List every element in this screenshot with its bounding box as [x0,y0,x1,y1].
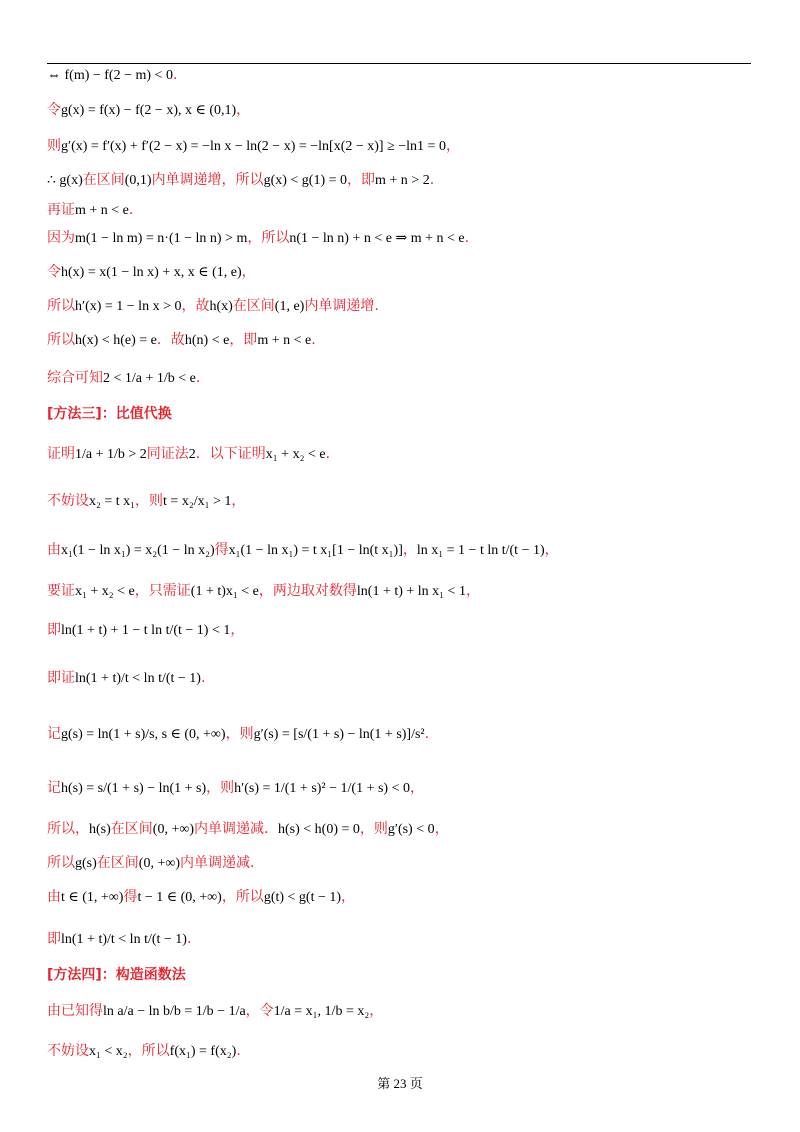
math-expression: 1/a = x₁, 1/b = x₂ [273,1004,370,1019]
section-heading: [方法三]：比值代换 [47,406,172,422]
chinese-text: ．故 [156,332,185,348]
math-expression: g′(s) < 0 [387,822,435,837]
chinese-text: . [128,202,134,218]
chinese-text: 所以， [47,821,89,837]
text-line [47,331,760,350]
chinese-text: 得 [214,542,229,558]
math-expression: m + n < e [257,333,312,348]
math-expression: m + n < e [75,203,129,218]
chinese-text: 由 [47,889,61,905]
text-line [47,297,760,316]
chinese-text: ， [434,821,449,837]
text-line [47,966,760,984]
math-expression: h(x) < h(e) = e [75,333,157,348]
text-line [47,930,760,949]
chinese-text: 不妨设 [47,1043,89,1059]
chinese-text: ，即 [347,172,376,188]
math-expression: h(s) = s/(1 + s) − ln(1 + s) [61,781,207,796]
chinese-text: ， [445,138,460,154]
chinese-text: ，则 [359,821,388,837]
math-expression: g(t) < g(t − 1) [263,890,342,905]
chinese-text: 内单调递增，所以 [151,172,264,188]
math-expression: x₁ < x₂ [89,1044,128,1059]
chinese-text: . [429,172,435,188]
text-line [47,405,760,423]
chinese-text: ，两边取对数得 [258,583,357,599]
math-expression: t ∈ (1, +∞) [61,890,124,905]
math-expression: g′(x) = f′(x) + f′(2 − x) = −ln x − ln(2 − x) = −ln[x(2 − x)] ≥ −ln1 = 0 [61,139,446,154]
chinese-text: ，则 [206,780,235,796]
chinese-text: . [311,332,316,348]
math-expression: (0,1) [124,173,152,188]
chinese-text: 内单调递增. [304,298,379,314]
chinese-text: 在区间 [82,172,125,188]
chinese-text: . [325,446,331,462]
text-line [47,492,760,511]
text-line [47,1042,760,1061]
chinese-text: ，所以 [247,230,290,246]
chinese-text: ，只需证 [134,583,191,599]
chinese-text: ，则 [135,493,164,509]
math-expression: h(s) [89,822,111,837]
chinese-text: 令 [47,264,61,280]
text-line [47,621,760,640]
math-expression: 1/a + 1/b > 2 [75,447,147,462]
math-expression: m(1 − ln m) = n·(1 − ln n) > m [75,231,248,246]
chinese-text: . [200,670,206,686]
chinese-text: ， [341,889,356,905]
chinese-text: ， [409,780,424,796]
text-line [47,854,760,873]
chinese-text: 证明 [47,446,75,462]
math-expression: x₁ + x₂ < e [75,584,135,599]
text-line [47,669,760,688]
math-expression: f(x₁) = f(x₂) [169,1044,237,1059]
section-heading: [方法四]：构造函数法 [47,967,186,983]
header-rule [47,63,751,64]
chinese-text: 所以 [47,298,75,314]
chinese-text: ．以下证明 [195,446,266,462]
math-expression: 2 [188,447,196,462]
text-line [47,779,760,798]
chinese-text: 在区间 [110,821,153,837]
page-number: 第 23 页 [377,1076,423,1091]
text-line [47,820,760,839]
chinese-text: ， [544,542,559,558]
math-expression: ln a/a − ln b/b = 1/b − 1/a [103,1004,246,1019]
chinese-text: . [195,370,201,386]
chinese-text: . [236,1043,241,1059]
chinese-text: . [424,726,430,742]
text-line [47,263,760,282]
math-expression: ln(1 + t) + 1 − t ln t/(t − 1) < 1 [61,623,231,638]
text-line [47,101,760,120]
chinese-text: 所以 [47,332,75,348]
math-expression: (1, e) [274,299,305,314]
math-expression: x₁(1 − ln x₁) = t x₁[1 − ln(t x₁)] [228,543,403,558]
math-expression: 2 < 1/a + 1/b < e [103,371,196,386]
math-expression: h′(x) = 1 − ln x > 0 [75,299,182,314]
math-expression: h(n) < e [184,333,230,348]
chinese-text: 得 [123,889,138,905]
chinese-text: 不妨设 [47,493,89,509]
math-expression: x₁ + x₂ < e [265,447,326,462]
math-expression: ln x₁ = 1 − t ln t/(t − 1) [416,543,545,558]
text-line [47,582,760,601]
chinese-text: ， [369,1003,384,1019]
math-expression: t − 1 ∈ (0, +∞) [137,890,222,905]
chinese-text: ，令 [245,1003,274,1019]
chinese-text: 要证 [47,583,75,599]
text-line [47,201,760,220]
chinese-text: 综合可知 [47,370,103,386]
text-line [47,725,760,744]
chinese-text: 因为 [47,230,75,246]
text-line [47,888,760,907]
chinese-text: ，故 [181,298,210,314]
math-expression: x₂ = t x₁ [89,494,136,509]
chinese-text: ，所以 [127,1043,170,1059]
math-expression: t = x₂/x₁ > 1 [163,494,232,509]
chinese-text: ， [230,622,245,638]
chinese-text: ， [241,264,256,280]
math-expression: ⇔ f(m) − f(2 − m) < 0 [47,68,173,83]
text-line [47,369,760,388]
chinese-text: ，则 [225,726,254,742]
math-expression: g(x) < g(1) = 0 [263,173,348,188]
math-expression: g′(s) = [s/(1 + s) − ln(1 + s)]/s² [253,727,425,742]
math-expression: h(s) < h(0) = 0 [277,822,360,837]
chinese-text: ， [465,583,480,599]
text-line [47,229,760,248]
math-expression: g(s) = ln(1 + s)/s, s ∈ (0, +∞) [61,727,226,742]
math-expression: (0, +∞) [138,856,180,871]
chinese-text: 由 [47,542,61,558]
math-expression: h(x) = x(1 − ln x) + x, x ∈ (1, e) [61,265,242,280]
chinese-text: ，即 [229,332,258,348]
math-expression: (0, +∞) [152,822,194,837]
chinese-text: 内单调递减． [193,821,278,837]
chinese-text: . [172,67,178,83]
text-line [47,541,760,560]
chinese-text: 在区间 [96,855,139,871]
chinese-text: ，所以 [221,889,264,905]
math-expression: ln(1 + t)/t < ln t/(t − 1) [75,671,201,686]
chinese-text: 在区间 [232,298,275,314]
chinese-text: 内单调递减. [179,855,255,871]
chinese-text: 所以 [47,855,75,871]
chinese-text: 即证 [47,670,75,686]
chinese-text: 记 [47,780,61,796]
math-expression: h(x) [209,299,233,314]
math-expression: h′(s) = 1/(1 + s)² − 1/(1 + s) < 0 [234,781,410,796]
chinese-text: ， [231,493,246,509]
text-line [47,1002,760,1021]
math-expression: (1 + t)x₁ < e [190,584,259,599]
chinese-text: 则 [47,138,61,154]
chinese-text: 由已知得 [47,1003,103,1019]
chinese-text: 令 [47,102,61,118]
chinese-text: 再证 [47,202,75,218]
math-expression: g(s) [75,856,97,871]
text-line [47,137,760,156]
chinese-text: 即 [47,622,61,638]
text-line [47,445,760,464]
text-line [47,171,760,190]
math-expression: x₁(1 − ln x₁) = x₂(1 − ln x₂) [61,543,215,558]
chinese-text: 即 [47,931,61,947]
math-expression: ln(1 + t)/t < ln t/(t − 1) [61,932,187,947]
text-line [47,66,760,85]
math-expression: n(1 − ln n) + n < e ⇒ m + n < e [289,231,465,246]
math-expression: ∴ g(x) [47,173,83,188]
chinese-text: . [464,230,470,246]
math-expression: ln(1 + t) + ln x₁ < 1 [356,584,466,599]
chinese-text: ， [402,542,417,558]
chinese-text: ， [236,102,251,118]
chinese-text: . [186,931,192,947]
chinese-text: 记 [47,726,61,742]
chinese-text: 同证法 [146,446,189,462]
math-expression: g(x) = f(x) − f(2 − x), x ∈ (0,1) [61,103,237,118]
math-expression: m + n > 2 [375,173,430,188]
